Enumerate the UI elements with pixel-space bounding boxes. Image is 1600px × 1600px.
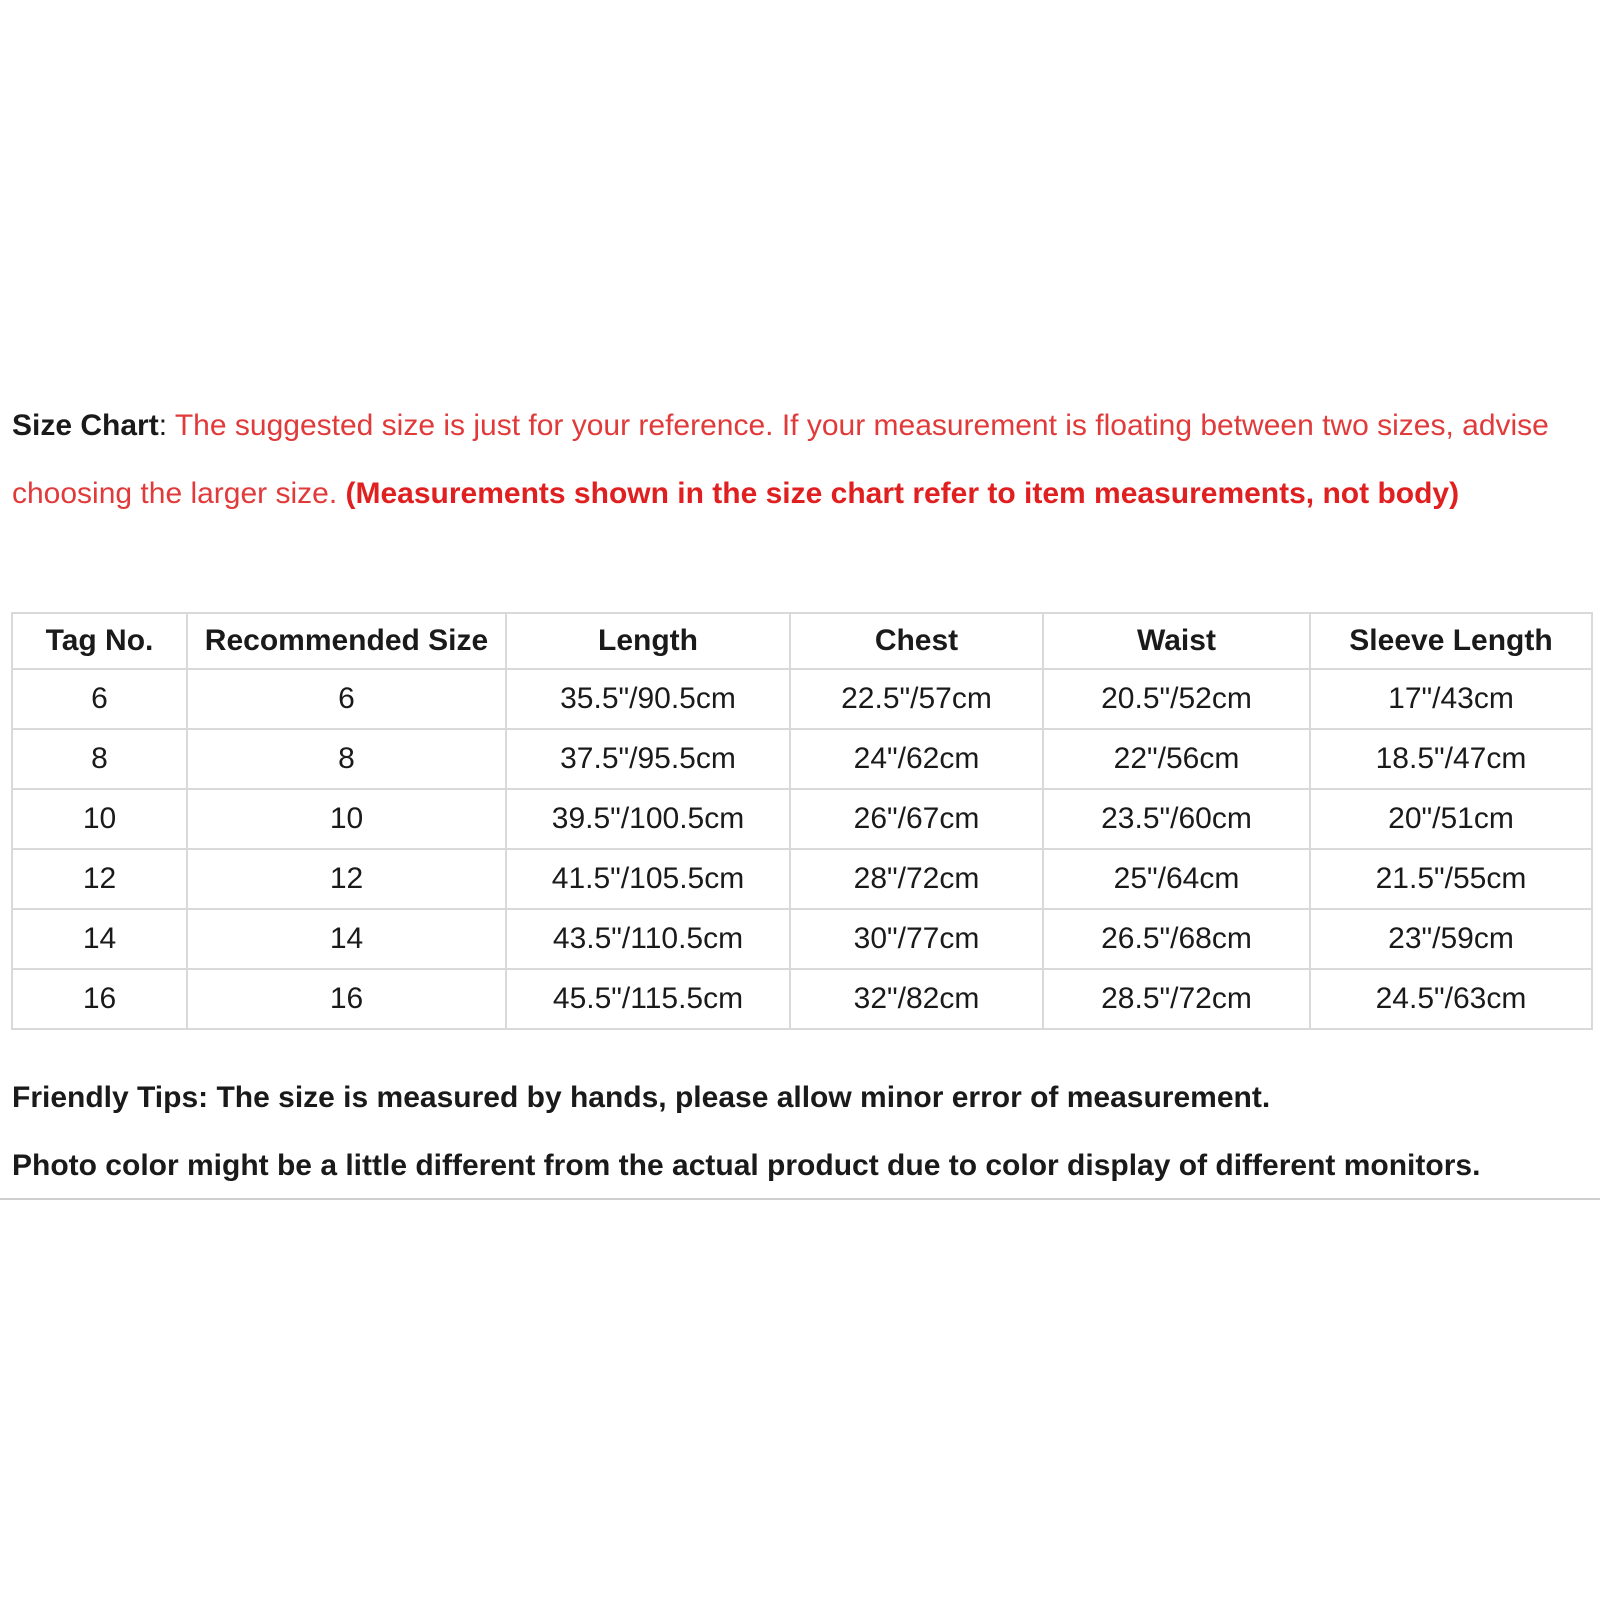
size-table — [11, 612, 1593, 1030]
size-chart-intro — [12, 392, 1572, 528]
cell-chest: 26"/67cm — [790, 789, 1043, 849]
cell-sleeve-length: 20"/51cm — [1310, 789, 1592, 849]
size-chart-separator: : — [158, 409, 175, 442]
cell-tag-no: 12 — [12, 849, 187, 909]
divider — [0, 1198, 1600, 1200]
cell-length: 41.5"/105.5cm — [506, 849, 790, 909]
cell-chest: 22.5"/57cm — [790, 669, 1043, 729]
cell-tag-no: 6 — [12, 669, 187, 729]
cell-length: 35.5"/90.5cm — [506, 669, 790, 729]
cell-tag-no: 8 — [12, 729, 187, 789]
header-recommended-size: Recommended Size — [187, 613, 506, 669]
table-row — [12, 729, 1592, 789]
cell-tag-no: 14 — [12, 909, 187, 969]
table-row — [12, 669, 1592, 729]
cell-length: 45.5"/115.5cm — [506, 969, 790, 1029]
cell-waist: 28.5"/72cm — [1043, 969, 1310, 1029]
cell-sleeve-length: 23"/59cm — [1310, 909, 1592, 969]
header-waist: Waist — [1043, 613, 1310, 669]
cell-chest: 28"/72cm — [790, 849, 1043, 909]
tips-line-measurement: Friendly Tips: The size is measured by hands, please allow minor error of measurement. — [12, 1081, 1271, 1114]
size-chart-label: Size Chart — [12, 409, 159, 442]
cell-length: 37.5"/95.5cm — [506, 729, 790, 789]
tips-line-color: Photo color might be a little different from the actual product due to color display of different monitors. — [12, 1149, 1481, 1182]
cell-recommended-size: 12 — [187, 849, 506, 909]
table-row — [12, 969, 1592, 1029]
header-chest: Chest — [790, 613, 1043, 669]
cell-recommended-size: 10 — [187, 789, 506, 849]
cell-length: 39.5"/100.5cm — [506, 789, 790, 849]
cell-waist: 25"/64cm — [1043, 849, 1310, 909]
cell-sleeve-length: 21.5"/55cm — [1310, 849, 1592, 909]
cell-chest: 24"/62cm — [790, 729, 1043, 789]
friendly-tips — [12, 1064, 1582, 1200]
table-row — [12, 789, 1592, 849]
cell-tag-no: 16 — [12, 969, 187, 1029]
cell-length: 43.5"/110.5cm — [506, 909, 790, 969]
cell-tag-no: 10 — [12, 789, 187, 849]
cell-sleeve-length: 17"/43cm — [1310, 669, 1592, 729]
table-row — [12, 849, 1592, 909]
header-length: Length — [506, 613, 790, 669]
table-row — [12, 909, 1592, 969]
cell-recommended-size: 6 — [187, 669, 506, 729]
cell-recommended-size: 16 — [187, 969, 506, 1029]
table-header-row — [12, 613, 1592, 669]
cell-waist: 22"/56cm — [1043, 729, 1310, 789]
header-tag-no: Tag No. — [12, 613, 187, 669]
size-chart-bold-note: (Measurements shown in the size chart refer to item measurements, not body) — [345, 477, 1460, 510]
cell-waist: 23.5"/60cm — [1043, 789, 1310, 849]
cell-recommended-size: 8 — [187, 729, 506, 789]
cell-waist: 26.5"/68cm — [1043, 909, 1310, 969]
header-sleeve-length: Sleeve Length — [1310, 613, 1592, 669]
cell-sleeve-length: 24.5"/63cm — [1310, 969, 1592, 1029]
size-chart-note: The suggested size is just for your reference. If your measurement is floating between two sizes, advise choosing the larger size. — [12, 409, 1549, 510]
cell-recommended-size: 14 — [187, 909, 506, 969]
cell-chest: 32"/82cm — [790, 969, 1043, 1029]
cell-chest: 30"/77cm — [790, 909, 1043, 969]
cell-sleeve-length: 18.5"/47cm — [1310, 729, 1592, 789]
cell-waist: 20.5"/52cm — [1043, 669, 1310, 729]
